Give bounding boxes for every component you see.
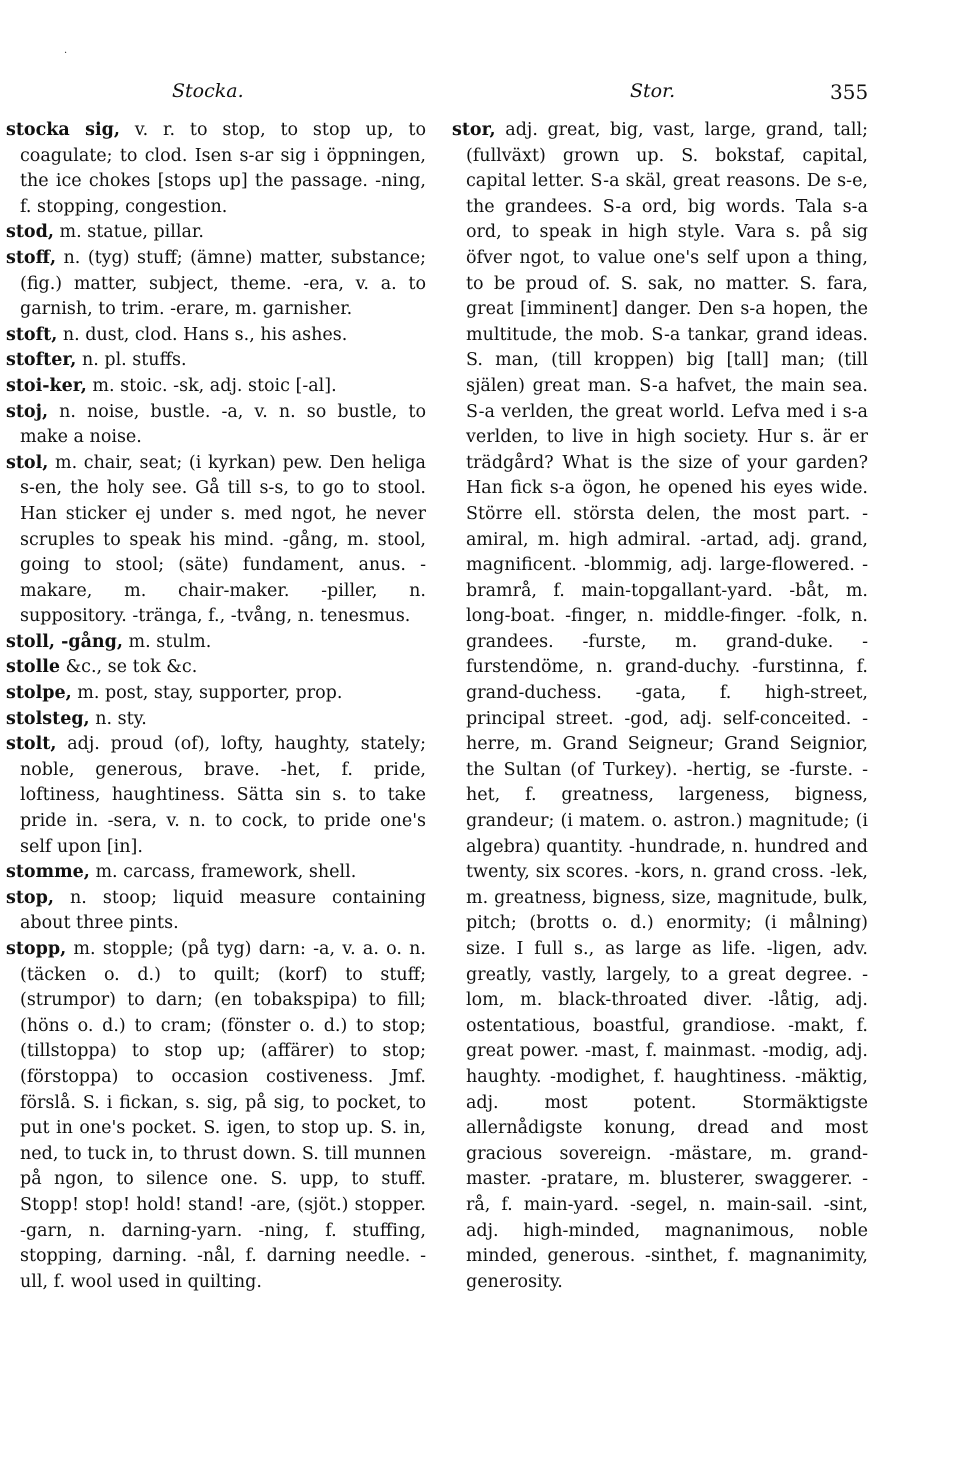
entry-headword: stolsteg, <box>6 708 90 729</box>
entry-definition: m. stulm. <box>122 631 212 652</box>
right-column <box>452 118 868 1295</box>
entry-headword: stol, <box>6 452 49 473</box>
dictionary-entry <box>6 937 426 1295</box>
entry-headword: stopp, <box>6 939 67 959</box>
dictionary-entry <box>6 707 426 733</box>
print-speck: · <box>64 48 68 59</box>
entry-definition: n. stoop; liquid measure containing about three pints. <box>20 887 426 934</box>
entry-definition: n. sty. <box>89 708 147 729</box>
entry-headword: stop, <box>6 887 54 908</box>
dictionary-entry <box>6 118 426 220</box>
entry-definition: n. pl. stuffs. <box>76 350 187 371</box>
dictionary-entry <box>6 323 426 349</box>
entry-definition: n. noise, bustle. -a, v. n. so bustle, to make a noise. <box>20 401 426 448</box>
dictionary-entry <box>6 220 426 246</box>
entry-definition: m. stoic. -sk, adj. stoic [-al]. <box>86 375 337 396</box>
entry-definition: adj. proud (of), lofty, haughty, stately; noble, generous, brave. -het, f. pride, loftiness, haughtiness. Sätta sin s. to take pride in. -sera, v. n. to cock, to pride one's self upon [in]. <box>20 734 426 857</box>
entry-headword: stoi-ker, <box>6 375 87 396</box>
left-column <box>6 118 426 1295</box>
entry-headword: stomme, <box>6 862 90 883</box>
entry-headword: stolpe, <box>6 683 72 704</box>
entry-headword: stocka sig, <box>6 120 120 140</box>
dictionary-entry <box>6 400 426 451</box>
left-running-head: Stocka. <box>172 80 244 102</box>
entry-definition: n. dust, clod. Hans s., his ashes. <box>57 324 348 345</box>
entry-definition: v. r. to stop, to stop up, to coagulate; to clod. Isen s-ar sig i öppningen, the ice chokes [stops up] the passage. -ning, f. stopping, congestion. <box>20 120 427 217</box>
entry-definition: m. chair, seat; (i kyrkan) pew. Den heliga s-en, the holy see. Gå till s-s, to go to stool. Han sticker ej under s. med ngot, he never scruples to speak his mind. -gång, m. stool, going to stool; (säte) fundament, anus. -makare, m. chair-maker. -piller, n. suppository. -tränga, f., -tvång, n. tenesmus. <box>20 452 426 627</box>
entry-headword: stoff, <box>6 247 57 268</box>
dictionary-entry <box>6 886 426 937</box>
entry-headword: stoft, <box>6 324 58 345</box>
entry-headword: stolt, <box>6 734 57 755</box>
entry-definition: adj. great, big, vast, large, grand, tall; (fullväxt) grown up. S. bokstaf, capital, capital letter. S-a skäl, great reasons. De s-e, the grandees. S-a ord, big words. Tala s-a ord, to speak in high style. Vara s. på sig öfver ngot, to value one's self upon a thing, to be proud of. S. sak, no matter. S. fara, great [imminent] danger. Den s-a hopen, the multitude, the mob. S-a tankar, grand ideas. S. man, (till kroppen) big [tall] man; (till själen) great man. S-a hafvet, the main sea. S-a verlden, the great world. Lefva med i s-a verlden, to live in high society. Hur s. är er trädgård? What is the size of your garden? Han fick s-a ögon, he opened his eyes wide. Större ell. största delen, the most part. -amiral, m. high admiral. -artad, adj. grand, magnificent. -blommig, adj. large-flowered. -bramrå, f. main-topgallant-yard. -båt, m. long-boat. -finger, n. middle-finger. -folk, n. grandees. -furste, m. grand-duke. -furstendöme, n. grand-duchy. -furstinna, f. grand-duchess. -gata, f. high-street, principal street. -god, adj. self-conceited. -herre, m. Grand Seigneur; Grand Seignior, the Sultan (of Turkey). -hertig, se -furste. -het, f. greatness, largeness, bigness, grandeur; (i matem. o. astron.) magnitude; (i algebra) quantity. -hundrade, n. hundred and twenty, six scores. -kors, n. grand cross. -lek, m. greatness, bigness, size, magnitude, bulk, pitch; (brotts o. d.) enormity; (i målning) size. I full s., as large as life. -ligen, adv. greatly, vastly, largely, to a great degree. -lom, m. black-throated diver. -låtig, adj. ostentatious, boastful, grandiose. -makt, f. great power. -mast, f. mainmast. -modig, adj. haughty. -modighet, f. haughtiness. -mäktig, adj. most potent. Stormäktigste allernådigste konung, dread and most gracious sovereign. -mästare, m. grand-master. -pratare, m. blusterer, swaggerer. -rå, f. main-yard. -segel, n. main-sail. -sint, adj. high-minded, magnanimous, noble minded, generous. -sinthet, f. magnanimity, generosity. <box>466 120 868 1292</box>
entry-definition: m. carcass, framework, shell. <box>89 862 357 883</box>
dictionary-entry <box>6 348 426 374</box>
entry-headword: stod, <box>6 222 54 243</box>
entry-headword: stoll, -gång, <box>6 631 123 652</box>
dictionary-entry <box>452 118 868 1295</box>
dictionary-entry <box>6 451 426 630</box>
dictionary-entry <box>6 630 426 656</box>
right-running-head: Stor. <box>630 80 676 102</box>
entry-headword: stoj, <box>6 401 49 422</box>
entry-headword: stor, <box>452 120 496 140</box>
dictionary-entry <box>6 655 426 681</box>
dictionary-entry <box>6 681 426 707</box>
dictionary-entry <box>6 732 426 860</box>
dictionary-entry <box>6 246 426 323</box>
entry-definition: &c., se tok &c. <box>60 657 198 678</box>
entry-definition: m. statue, pillar. <box>53 222 204 243</box>
dictionary-entry <box>6 374 426 400</box>
entry-headword: stofter, <box>6 350 77 371</box>
entry-definition: n. (tyg) stuff; (ämne) matter, substance; (fig.) matter, subject, theme. -era, v. a. to garnish, to trim. -erare, m. garnisher. <box>20 247 426 320</box>
page-number: 355 <box>830 80 869 104</box>
entry-headword: stolle <box>6 657 61 678</box>
entry-definition: m. stopple; (på tyg) darn: -a, v. a. o. n. (täcken o. d.) to quilt; (korf) to stuff; (strumpor) to darn; (en tobakspipa) to fill; (höns o. d.) to cram; (fönster o. d.) to stop; (tillstoppa) to stop up; (affärer) to stop; (förstoppa) to occasion costiveness. Jmf. förslå. S. i fickan, s. sig, på sig, to pocket, to put in one's pocket. S. igen, to stop up. S. in, ned, to tuck in, to thrust down. S. till munnen på ngon, to silence one. S. upp, to stuff. Stopp! stop! hold! stand! -are, (sjöt.) stopper. -garn, n. darning-yarn. -ning, f. stuffing, stopping, darning. -nål, f. darning needle. -ull, f. wool used in quilting. <box>20 939 426 1292</box>
entry-definition: m. post, stay, supporter, prop. <box>71 683 343 704</box>
dictionary-entry <box>6 860 426 886</box>
